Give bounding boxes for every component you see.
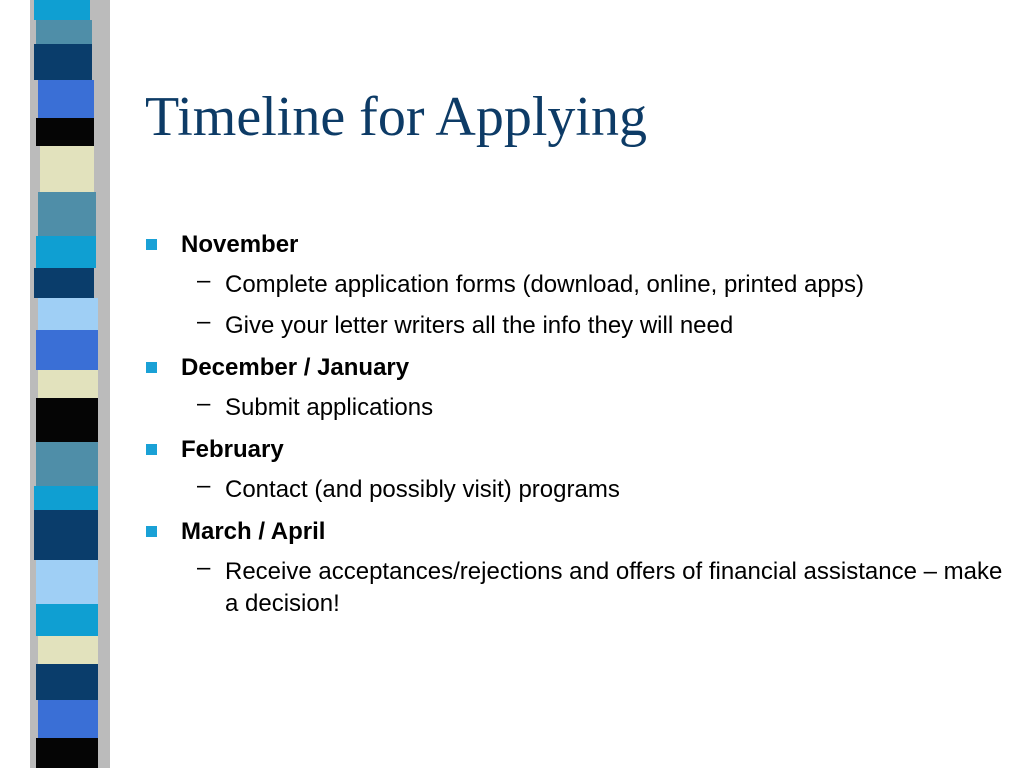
square-bullet-icon <box>146 444 157 455</box>
sub-item-text: Complete application forms (download, online, printed apps) <box>225 271 865 298</box>
strip-block <box>36 664 98 700</box>
strip-block <box>38 370 98 398</box>
sub-item <box>145 388 1005 429</box>
strip-block <box>36 118 94 146</box>
section-february <box>145 429 1005 511</box>
strip-block <box>36 236 96 268</box>
square-bullet-icon <box>146 239 157 250</box>
section-december-january <box>145 347 1005 429</box>
square-bullet-icon <box>146 526 157 537</box>
timeline-outline <box>145 224 1005 620</box>
strip-block <box>38 636 98 664</box>
section-heading <box>145 347 1005 388</box>
sub-item <box>145 552 1005 620</box>
section-heading-text: December / January <box>181 354 410 381</box>
sub-item <box>145 306 1005 347</box>
strip-block <box>36 738 98 768</box>
section-heading-text: November <box>181 231 299 258</box>
strip-block <box>36 330 98 370</box>
strip-block <box>36 442 98 486</box>
section-heading <box>145 511 1005 552</box>
sub-item <box>145 470 1005 511</box>
section-heading-text: February <box>181 436 284 463</box>
section-march-april <box>145 511 1005 620</box>
sub-item <box>145 265 1005 306</box>
slide-title: Timeline for Applying <box>145 86 647 148</box>
strip-block <box>34 0 90 20</box>
strip-block <box>34 44 92 80</box>
sub-item-text: Contact (and possibly visit) programs <box>225 476 620 503</box>
sub-item-text: Receive acceptances/rejections and offers of financial assistance – make a decision! <box>225 558 1003 617</box>
dash-bullet: – <box>197 308 211 335</box>
strip-block <box>36 604 98 636</box>
strip-block <box>34 486 98 510</box>
strip-block <box>34 268 94 298</box>
sub-item-text: Submit applications <box>225 394 434 421</box>
strip-block <box>36 560 98 604</box>
strip-block <box>34 510 98 560</box>
strip-block <box>38 192 96 236</box>
section-heading <box>145 224 1005 265</box>
strip-block <box>38 700 98 738</box>
square-bullet-icon <box>146 362 157 373</box>
section-november <box>145 224 1005 347</box>
strip-block <box>38 298 98 330</box>
dash-bullet: – <box>197 472 211 499</box>
strip-block <box>36 398 98 442</box>
decorative-color-strip <box>30 0 110 768</box>
dash-bullet: – <box>197 390 211 417</box>
dash-bullet: – <box>197 267 211 294</box>
section-heading-text: March / April <box>181 518 326 545</box>
strip-block <box>36 20 92 44</box>
dash-bullet: – <box>197 554 211 581</box>
strip-block <box>38 80 94 118</box>
section-heading <box>145 429 1005 470</box>
sub-item-text: Give your letter writers all the info they will need <box>225 312 734 339</box>
strip-block <box>40 146 94 192</box>
